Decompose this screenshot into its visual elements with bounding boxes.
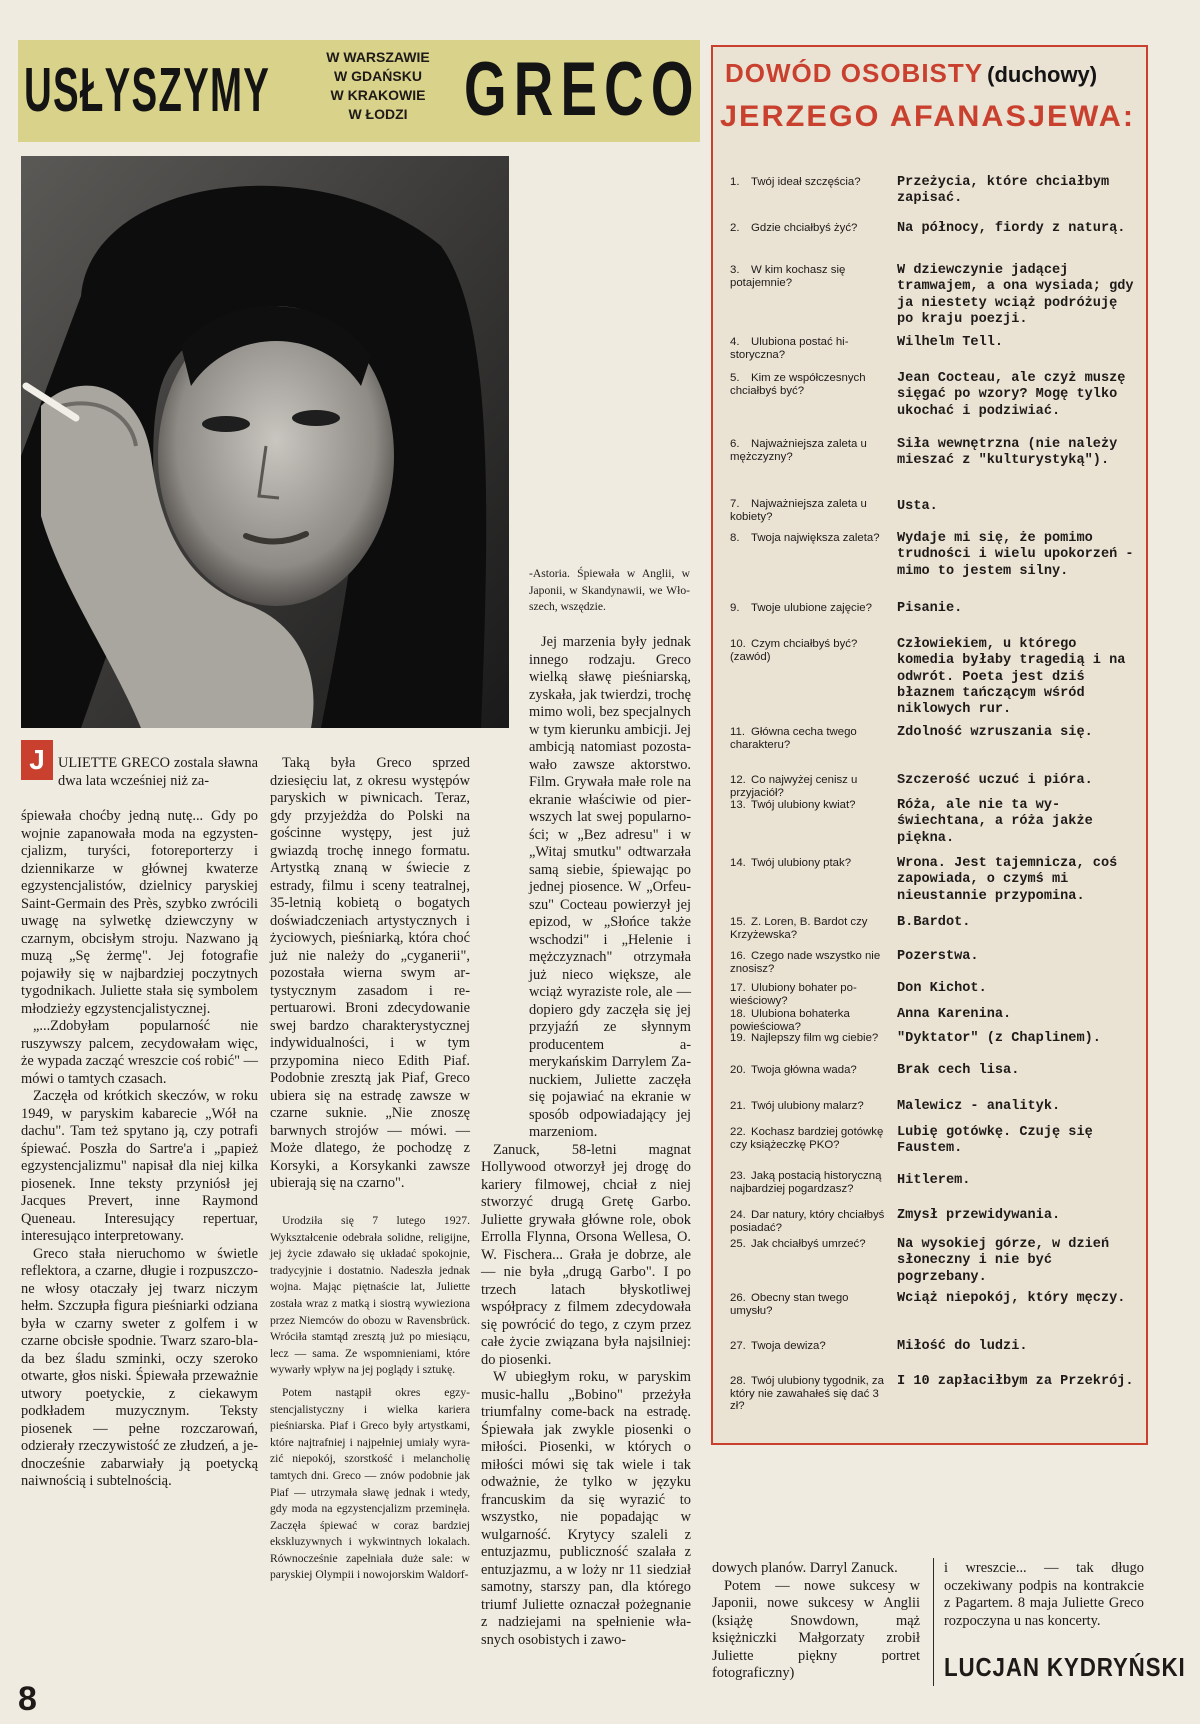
question-number: 13. [730, 799, 746, 811]
answer-text: "Dyktator" (z Chaplinem). [897, 1031, 1101, 1046]
paragraph: Jej marzenia były jednak innego rodzaju. Greco wielką sławę pieśniarską, zyskała, jak twierdzi, trochę mimo woli, bez specjalnych w tym kierunku ambicji. Jej ambicją natomiast pozostawało zawsze aktorstwo. Film. Grywała małe role na ekranie właściwie od pierwszych lat swej popularności; w „Bez adresu" i w „Witaj smutku" odtwarzała samą siebie, śpiewając po jednej piosence. W „Orfeuszu" Cocteau powierzył jej epizod, w „Słońce także wschodzi" i „Helenie i mężczyznach" otrzymała już nieco większe, ale wciąż wyraziste role, ale — dopiero gdy zaczęła się jej przyjaźń ze słynnym producentem amerykańskim Darrylem Zanuckiem, Juliette zaczęła się pojawiać na ekranie w sposób odpowiadający jej marzeniom. [529, 634, 691, 1140]
answer-text: Wrona. Jest tajemnicza, coś zapowiada, o czymś mi nieustannie przypomina. [897, 856, 1118, 904]
paragraph: i wreszcie... — tak długo oczekiwany podpis na kontrakcie z Pagartem. 8 maja Juliette Greco rozpoczyna u nas koncerty. [944, 1560, 1144, 1629]
answer-text: Jean Cocteau, ale czyż muszę sięgać po wzory? Mogę tylko ukochać i podziwiać. [897, 371, 1126, 419]
question-number: 21. [730, 1100, 746, 1112]
question-number: 19. [730, 1032, 746, 1044]
question-item [730, 1375, 890, 1413]
answer-text: Zmysł przewidywania. [897, 1208, 1061, 1223]
answer-text: Usta. [897, 499, 938, 514]
question-item [730, 264, 890, 289]
question-number: 10. [730, 638, 746, 650]
answer-text: Malewicz - analityk. [897, 1099, 1061, 1114]
question-text: Twój ulubiony ptak? [751, 857, 852, 869]
question-text: Z. Loren, B. Bardot czy Krzyżewska? [730, 916, 868, 941]
question-number: 23. [730, 1170, 746, 1182]
answer-text: Szczerość uczuć i pióra. [897, 773, 1093, 788]
answer-text: Hitlerem. [897, 1173, 971, 1188]
question-number: 9. [730, 602, 740, 614]
sidebar-title [725, 58, 1097, 89]
question-number: 16. [730, 950, 746, 962]
paragraph: śpiewała choćby jedną nutę... Gdy po wojnie zapanowała moda na egzystencjalizm, turyści, fotoreporterzy i dziennikarze w głównej kwaterze egzystencjalistów, dzielnicy paryskiej Saint-Germain des Près, szybko zwrócili uwagę na sylwetkę dziewczyny w czarnym, obcisłym stroju. Nazwano ją muzą „Sę żermę". Jej fotografie pojawiły się w najbardziej poczytnych tygodnikach. Juliette stała się symbolem młodzieży egzystencjalistycznej. [21, 808, 258, 1017]
question-text: Najważniejsza zaleta u mężczyzny? [730, 438, 867, 463]
question-item [730, 774, 890, 799]
sidebar-title-black: (duchowy) [987, 62, 1098, 87]
answer-text: I 10 zapłaciłbym za Przekrój. [897, 1374, 1134, 1389]
answer-text: Don Kichot. [897, 981, 987, 996]
question-item [730, 1238, 890, 1251]
question-text: Co najwyżej cenisz u przyjaciół? [730, 774, 858, 799]
question-item [730, 1032, 890, 1045]
question-number: 3. [730, 264, 740, 276]
question-number: 26. [730, 1292, 746, 1304]
headline-right: GRECO [464, 47, 701, 132]
question-text: Obecny stan twego umysłu? [730, 1292, 849, 1317]
article-column-4 [712, 1560, 920, 1683]
answer-text: Przeżycia, które chciałbym zapisać. [897, 175, 1110, 207]
paragraph: Potem nastąpił okres egzystencjalistyczny i wielka kariera pieśniarska. Piaf i Greco były artystkami, które najtrafniej i najpełniej umiały wyrazić niepokój, szorstkość i melancholię tamtych dni. Greco — znów podobnie jak Piaf — utrzymała sławę jednak i wtedy, gdy moda na egzystencjalizm przeminęła. Zaczęła śpiewać w coraz bardziej ekskluzywnych i wykwintnych lokalach. Równocześnie zapełniała duże sale: w paryskiej Olympii i nowojorskim Waldorf- [270, 1385, 470, 1582]
question-number: 8. [730, 532, 740, 544]
question-item [730, 726, 890, 751]
question-item [730, 1100, 890, 1113]
article-column-3-small [529, 566, 690, 622]
question-item [730, 950, 890, 975]
article-column-5 [944, 1560, 1144, 1630]
question-item [730, 372, 890, 397]
question-text: Kim ze współczesnych chciałbyś być? [730, 372, 866, 397]
city-4: W ŁODZI [348, 106, 408, 122]
answer-text: Róża, ale nie ta wyświechtana, a róża jakże piękna. [897, 798, 1093, 846]
answer-text: Pisanie. [897, 601, 963, 616]
question-item [730, 1170, 890, 1195]
paragraph: Zaczęła od krótkich skeczów, w roku 1949, w paryskim kabarecie „Wół na dachu". Tam też spytano ją, czy potrafi śpiewać. Poszła do Sartre'a i „papież egzystencjalizmu" napisał dla niej kilka piosenek. Inne teksty przyniósł jej Jacques Prevert, inne Raymond Queneau. Interesujący repertuar, interesująco interpretowany. [21, 1088, 258, 1244]
question-number: 22. [730, 1126, 746, 1138]
question-number: 12. [730, 774, 746, 786]
question-number: 24. [730, 1209, 746, 1221]
article-column-2 [270, 755, 470, 1193]
page-number: 8 [18, 1680, 37, 1718]
question-item [730, 222, 890, 235]
answer-text: W dziewczynie jadącej tramwajem, a ona wysiada; gdy ja niestety wciąż podróżuję po kraju poezji. [897, 263, 1134, 327]
question-text: Czego nade wszystko nie znosisz? [730, 950, 881, 975]
answer-text: Wydaje mi się, że pomimo trudności i wielu upokorzeń - mimo to jestem silny. [897, 531, 1134, 579]
question-item [730, 982, 890, 1007]
answer-text: Wciąż niepokój, który męczy. [897, 1291, 1126, 1306]
headline-cities [318, 48, 438, 124]
question-item [730, 799, 890, 812]
answer-text: Wilhelm Tell. [897, 335, 1004, 350]
question-item [730, 638, 890, 663]
question-item [730, 916, 890, 941]
answer-text: Anna Karenina. [897, 1007, 1012, 1022]
paragraph: Zanuck, 58-letni magnat Hollywood otworzył jej drogę do kariery filmowej, chciał z niej stworzyć drugą Gretę Garbo. Juliette grywała główne role, obok Errolla Flynna, Orsona Wellesa, O. W. Fischera... Grała je dobrze, ale — nie była „drugą Garbo". I po trzech latach błyskotliwej współpracy z filmem zdecydowała się powrócić do tego, z czym przez całe życie związana była najsilniej: do piosenki. [481, 1141, 691, 1368]
question-number: 27. [730, 1340, 746, 1352]
question-number: 5. [730, 372, 740, 384]
question-item [730, 498, 890, 523]
question-number: 28. [730, 1375, 746, 1387]
question-text: Twój ulubiony kwiat? [751, 799, 856, 811]
paragraph: W ubiegłym roku, w paryskim music-hallu „Bobino" przeżyła triumfalny come-back na estradę. Śpiewała jak zwykle piosenki o miłości. Piosenki, w których o miłości mówi się tak wiele i tak odważnie, że tylko w języku francuskim da się wyrazić to wszystko, nie popadając w wulgarność. Krytycy szaleli z entuzjazmu, publiczność szalała z entuzjazmu, a w loży nr 11 siedział samotny, starszy pan, dla którego triumf Juliette oznaczał pożegnanie z nadziejami na spełnienie własnych osobistych i zawo- [481, 1369, 691, 1648]
question-text: Dar natury, który chciałbyś posiadać? [730, 1209, 885, 1234]
question-item [730, 1209, 890, 1234]
city-1: W WARSZAWIE [326, 49, 430, 65]
question-item [730, 1008, 890, 1033]
question-number: 4. [730, 336, 740, 348]
answer-text: B.Bardot. [897, 915, 971, 930]
question-item [730, 532, 890, 545]
question-number: 20. [730, 1064, 746, 1076]
article-column-1 [21, 808, 258, 1491]
question-text: Czym chciałbyś być? (zawód) [730, 638, 858, 663]
column-divider [933, 1558, 934, 1686]
city-3: W KRAKOWIE [330, 87, 426, 103]
question-text: Twoja dewiza? [751, 1340, 826, 1352]
portrait-photo [21, 156, 509, 728]
answer-text: Na wysokiej górze, w dzień słoneczny i nie być pogrzebany. [897, 1237, 1110, 1285]
question-number: 11. [730, 726, 745, 738]
question-item [730, 336, 890, 361]
answer-text: Miłość do ludzi. [897, 1339, 1028, 1354]
question-text: Najlepszy film wg ciebie? [751, 1032, 879, 1044]
question-text: Główna cecha twego charakteru? [730, 726, 857, 751]
question-number: 14. [730, 857, 746, 869]
question-text: Najważniejsza zaleta u kobiety? [730, 498, 867, 523]
question-item [730, 602, 890, 615]
paragraph: Taką była Greco sprzed dziesięciu lat, z okresu występów paryskich w piwnicach. Teraz, gdy przyjeżdża do Polski na gościnne występy, jest już gwiazdą trochę innego formatu. Artystką znaną w świecie z estrady, filmu i sceny teatralnej, 35-letnią kobietą o bogatych doświadczeniach artystycznych i życiowych, pieśniarką, która choć już nie należy do „cyganerii", pozostała wierna swym artystycznym zasadom i repertuarowi. Broni zdecydowanie swej bardzo charakterystycznej indywidualności, i w tym przypomina nieco Edith Piaf. Podobnie zresztą jak Piaf, Greco ubiera się na estradę zawsze w czarne suknie. „Nie znoszę barwnych strojów — mówi. — Może dlatego, że pochodzę z Korsyki, a Korsykanki zawsze ubierają się na czarno". [270, 755, 470, 1191]
paragraph: dowych planów. Darryl Zanuck. [712, 1560, 898, 1576]
sidebar-name: JERZEGO AFANASJEWA: [720, 100, 1136, 133]
question-item [730, 1340, 890, 1353]
article-lead [58, 755, 258, 790]
question-number: 18. [730, 1008, 746, 1020]
paragraph: Potem — nowe sukcesy w Japonii, nowe sukcesy w Anglii (książę Snowdown, mąż księżniczki Małgorzaty zrobił Juliette piękny portret fotograficzny) [712, 1577, 920, 1681]
question-text: Ulubiona postać historyczna? [730, 336, 849, 361]
question-text: W kim kochasz się potajemnie? [730, 264, 846, 289]
question-item [730, 438, 890, 463]
answer-text: Pozerstwa. [897, 949, 979, 964]
question-item [730, 1126, 890, 1151]
answer-text: Siła wewnętrzna (nie należy mieszać z "kulturystyką"). [897, 437, 1118, 469]
question-item [730, 857, 890, 870]
question-text: Kochasz bardziej gotówkę czy książeczkę PKO? [730, 1126, 884, 1151]
question-number: 1. [730, 176, 740, 188]
question-text: Twoje ulubione zajęcie? [751, 602, 872, 614]
headline-left: USŁYSZYMY [24, 56, 271, 125]
paragraph: -Astoria. Śpiewała w Anglii, w Japonii, w Skandynawii, we Włoszech, wszędzie. [529, 567, 690, 614]
article-column-2-small [270, 1213, 470, 1590]
lead-paragraph: ULIETTE GRECO zostala sławna dwa lata wcześniej niż za- [58, 755, 258, 789]
answer-text: Brak cech lisa. [897, 1063, 1020, 1078]
question-item [730, 1292, 890, 1317]
question-text: Twoja główna wada? [751, 1064, 857, 1076]
answer-text: Na północy, fiordy z naturą. [897, 221, 1126, 236]
answer-text: Człowiekiem, u którego komedia byłaby tragedią i na odwrót. Poeta jest dziś błaznem tańczącym wśród niklowych rur. [897, 637, 1126, 718]
sidebar-title-red: DOWÓD OSOBISTY [725, 58, 984, 88]
question-item [730, 1064, 890, 1077]
question-number: 25. [730, 1238, 746, 1250]
question-text: Jak chciałbyś umrzeć? [751, 1238, 866, 1250]
drop-cap: J [21, 740, 53, 780]
city-2: W GDAŃSKU [334, 68, 422, 84]
question-number: 17. [730, 982, 746, 994]
article-column-3 [481, 634, 691, 1649]
question-text: Twój ulubiony malarz? [751, 1100, 864, 1112]
question-number: 6. [730, 438, 740, 450]
question-number: 15. [730, 916, 746, 928]
paragraph: „...Zdobyłam popularność nie ruszywszy palcem, zecydowałam więc, że wypada zacząć wreszcie coś robić" — mówi o tamtych czasach. [21, 1018, 258, 1087]
question-number: 2. [730, 222, 740, 234]
question-text: Gdzie chciałbyś żyć? [751, 222, 858, 234]
answer-text: Zdolność wzruszania się. [897, 725, 1093, 740]
paragraph: Greco stała nieruchomo w świetle reflektora, a czarne, długie i rozpuszczone włosy otaczały jej twarz niczym hełm. Szczupła figura pieśniarki odziana była w czarny sweter z golfem i w czarne obcisłe spodnie. Twarz szaro-blada bez śladu szminki, oczy szeroko otwarte, głos niski. Śpiewała przeważnie utwory poetyckie, z ciekawym podkładem muzycznym. Teksty piosenek — pełne rozczarowań, odzierały rzeczywistość ze złudzeń, a jednocześnie zabarwiały ją poetycką naiwnością i subtelnością. [21, 1245, 258, 1489]
question-text: Jaką postacią historyczną najbardziej pogardzasz? [730, 1170, 882, 1195]
question-text: Ulubiona bohaterka powieściowa? [730, 1008, 850, 1033]
question-text: Twój ulubiony tygodnik, za który nie zawahałeś się dać 3 zł? [730, 1375, 884, 1412]
question-text: Twój ideał szczęścia? [751, 176, 861, 188]
question-text: Ulubiony bohater powieściowy? [730, 982, 857, 1007]
author-signature: LUCJAN KYDRYŃSKI [944, 1652, 1186, 1682]
question-number: 7. [730, 498, 740, 510]
paragraph: Urodziła się 7 lutego 1927. Wykształcenie odebrała solidne, religijne, jej życie zdawało się układać spokojnie, tradycyjnie i dostatnio. Nadeszła jednak wojna. Mając piętnaście lat, Juliette została wraz z matką i siostrą wywieziona przez Niemców do obozu w Ravensbrück. Wróciła stamtąd zresztą już po miesiącu, lecz — sama. Ze wspomnieniami, które wywarły wpływ na jej poglądy i sztukę. [270, 1214, 470, 1377]
question-text: Twoja największa zaleta? [751, 532, 880, 544]
answer-text: Lubię gotówkę. Czuję się Faustem. [897, 1125, 1093, 1157]
question-item [730, 176, 890, 189]
